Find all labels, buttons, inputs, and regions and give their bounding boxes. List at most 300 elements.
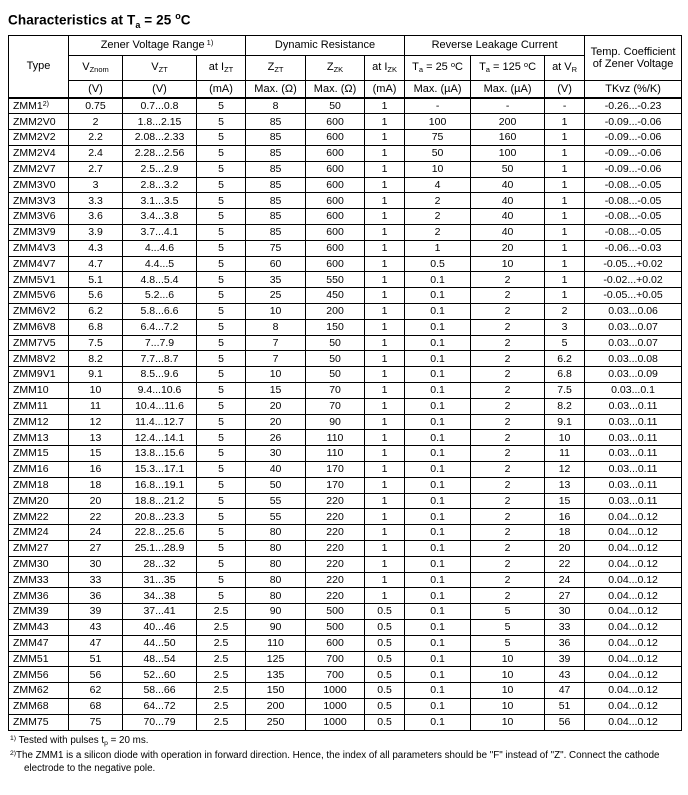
table-body [9,98,682,730]
type-cell: ZMM22 [9,509,69,525]
unit-cell: Max. (Ω) [246,81,306,98]
unit-cell: (V) [545,81,585,98]
table-row [9,667,682,683]
value-cell: 0.04...0.12 [585,556,682,572]
value-cell: 0.03...0.1 [585,383,682,399]
value-cell: 3 [545,319,585,335]
value-cell: 5 [197,446,246,462]
value-cell: 10 [471,256,545,272]
value-cell: 6.2 [69,304,123,320]
value-cell: 5 [197,367,246,383]
value-cell: 0.1 [405,414,471,430]
value-cell: 75 [405,130,471,146]
table-row [9,256,682,272]
value-cell: 10 [471,683,545,699]
col-group-zener-voltage-range [69,36,246,56]
value-cell: 0.1 [405,430,471,446]
table-row [9,414,682,430]
value-cell: 1 [545,272,585,288]
value-cell: 2.5 [197,604,246,620]
value-cell: 150 [246,683,306,699]
value-cell: 0.5 [365,714,405,730]
table-row [9,714,682,730]
type-cell: ZMM3V0 [9,177,69,193]
table-row [9,430,682,446]
value-cell: 200 [471,114,545,130]
value-cell: 64...72 [123,698,197,714]
value-cell: 25.1...28.9 [123,541,197,557]
value-cell: 0.03...0.11 [585,414,682,430]
value-cell: 5 [471,635,545,651]
value-cell: 0.04...0.12 [585,604,682,620]
value-cell: 4 [405,177,471,193]
table-row [9,446,682,462]
symbol-sub: ZT [224,65,234,75]
table-row [9,193,682,209]
value-cell: 50 [405,146,471,162]
table-row [9,541,682,557]
value-cell: 5.6 [69,288,123,304]
symbol-sub: Znom [89,65,109,75]
type-cell: ZMM27 [9,541,69,557]
value-cell: 1 [365,541,405,557]
value-cell: 11.4...12.7 [123,414,197,430]
table-row [9,651,682,667]
value-cell: 0.04...0.12 [585,541,682,557]
value-cell: 0.04...0.12 [585,525,682,541]
value-cell: 33 [69,572,123,588]
type-cell: ZMM39 [9,604,69,620]
value-cell: 1000 [306,683,365,699]
value-cell: 3.9 [69,225,123,241]
value-cell: 5.2...6 [123,288,197,304]
value-cell: 110 [306,446,365,462]
type-cell: ZMM62 [9,683,69,699]
value-cell: 1 [365,509,405,525]
characteristics-table [8,35,682,730]
value-cell: 0.5 [365,667,405,683]
value-cell: 33 [545,619,585,635]
value-cell: 24 [69,525,123,541]
value-cell: 1 [365,430,405,446]
value-cell: 2.2 [69,130,123,146]
title-text: Characteristics at T [8,12,136,28]
value-cell: 0.1 [405,588,471,604]
footnote-ref-2: 2) [42,100,49,108]
value-cell: 3 [69,177,123,193]
title-subscript: a [135,20,141,31]
temp-coeff-line2: of Zener Voltage [592,58,674,71]
value-cell: 220 [306,588,365,604]
value-cell: 48...54 [123,651,197,667]
value-cell: 5 [197,98,246,114]
table-row [9,588,682,604]
col-header-type: Type [9,36,69,98]
footnote-1-sub: p [104,739,108,747]
header-sub-row [9,56,682,81]
value-cell: 1000 [306,714,365,730]
value-cell: 31...35 [123,572,197,588]
value-cell: 20 [246,414,306,430]
unit-cell: (mA) [197,81,246,98]
table-row [9,604,682,620]
value-cell: 110 [246,635,306,651]
value-cell: 0.1 [405,635,471,651]
symbol-sub: ZK [387,65,397,75]
type-cell: ZMM12 [9,414,69,430]
value-cell: 0.5 [365,619,405,635]
value-cell: 0.1 [405,398,471,414]
symbol-sub: ZK [333,65,344,75]
group-label: Zener Voltage Range [100,39,205,52]
value-cell: 44...50 [123,635,197,651]
value-cell: 0.04...0.12 [585,714,682,730]
value-cell: -0.05...+0.05 [585,288,682,304]
value-cell: 90 [306,414,365,430]
title-degree: o [175,11,181,21]
value-cell: 8.2 [545,398,585,414]
value-cell: 30 [545,604,585,620]
table-row [9,556,682,572]
value-cell: 1 [545,114,585,130]
value-cell: 20 [471,240,545,256]
value-cell: 600 [306,114,365,130]
value-cell: 7 [246,335,306,351]
value-cell: 1 [365,193,405,209]
table-row [9,272,682,288]
value-cell: 20 [246,398,306,414]
value-cell: 16 [69,462,123,478]
table-row [9,462,682,478]
value-cell: 20 [545,541,585,557]
symbol: Z [267,61,275,74]
value-cell: 85 [246,161,306,177]
value-cell: 7.5 [69,335,123,351]
value-cell: 5 [197,493,246,509]
value-cell: 58...66 [123,683,197,699]
value-cell: 40 [471,209,545,225]
type-cell: ZMM2V7 [9,161,69,177]
value-cell: 40 [471,193,545,209]
value-cell: 2 [405,193,471,209]
value-cell: 1 [545,225,585,241]
value-cell: 1 [365,161,405,177]
value-cell: 1 [365,572,405,588]
value-cell: 1 [365,493,405,509]
value-cell: 2.5 [197,651,246,667]
value-cell: 1 [365,98,405,114]
value-cell: 500 [306,619,365,635]
value-cell: 3.3 [69,193,123,209]
value-cell: 10.4...11.6 [123,398,197,414]
type-cell: ZMM75 [9,714,69,730]
col-header-zzt [246,56,306,81]
type-cell: ZMM36 [9,588,69,604]
value-cell: 0.1 [405,604,471,620]
value-cell: 100 [405,114,471,130]
value-cell: -0.08...-0.05 [585,209,682,225]
type-cell: ZMM9V1 [9,367,69,383]
value-cell: 450 [306,288,365,304]
table-row [9,209,682,225]
table-row [9,572,682,588]
symbol-sub: a [485,65,490,75]
table-row [9,225,682,241]
value-cell: 5 [197,114,246,130]
value-cell: 2.5 [197,667,246,683]
symbol-unit: C [455,61,463,74]
value-cell: 2.5 [197,683,246,699]
value-cell: 51 [69,651,123,667]
value-cell: 1 [365,288,405,304]
value-cell: 2 [69,114,123,130]
col-group-temp-coefficient [585,36,682,81]
value-cell: 30 [69,556,123,572]
value-cell: 13.8...15.6 [123,446,197,462]
value-cell: 0.1 [405,525,471,541]
symbol-sub: ZT [274,65,284,75]
type-cell: ZMM3V3 [9,193,69,209]
type-cell: ZMM2V2 [9,130,69,146]
value-cell: 0.5 [365,635,405,651]
value-cell: 2 [471,398,545,414]
unit-cell: (mA) [365,81,405,98]
title-mid: = 25 [140,12,176,28]
value-cell: 30 [246,446,306,462]
value-cell: 70 [306,383,365,399]
value-cell: 5 [197,193,246,209]
value-cell: 85 [246,146,306,162]
value-cell: 1 [365,304,405,320]
value-cell: 4.3 [69,240,123,256]
table-row [9,98,682,114]
value-cell: 220 [306,572,365,588]
value-cell: 5 [545,335,585,351]
value-cell: -0.06...-0.03 [585,240,682,256]
value-cell: 70...79 [123,714,197,730]
type-cell: ZMM8V2 [9,351,69,367]
type-cell: ZMM16 [9,462,69,478]
symbol-mid: = 25 [423,61,451,74]
value-cell: 8.5...9.6 [123,367,197,383]
type-cell: ZMM5V6 [9,288,69,304]
value-cell: 0.1 [405,351,471,367]
unit-cell: (V) [123,81,197,98]
type-cell: ZMM18 [9,477,69,493]
value-cell: 5 [197,462,246,478]
value-cell: 2.5 [197,619,246,635]
value-cell: 2 [471,335,545,351]
value-cell: -0.09...-0.06 [585,161,682,177]
value-cell: 39 [69,604,123,620]
value-cell: 5 [197,161,246,177]
value-cell: 1 [545,161,585,177]
value-cell: 2.28...2.56 [123,146,197,162]
symbol: at V [552,61,572,74]
value-cell: 0.03...0.11 [585,430,682,446]
value-cell: 85 [246,114,306,130]
value-cell: 20 [69,493,123,509]
table-row [9,525,682,541]
value-cell: 1 [545,288,585,304]
value-cell: 0.04...0.12 [585,698,682,714]
value-cell: 0.03...0.06 [585,304,682,320]
value-cell: 1 [365,130,405,146]
value-cell: 70 [306,398,365,414]
table-row [9,493,682,509]
type-cell: ZMM43 [9,619,69,635]
value-cell: 500 [306,604,365,620]
value-cell: 1 [365,525,405,541]
unit-cell: Max. (µA) [405,81,471,98]
col-header-vzt [123,56,197,81]
value-cell: 1 [365,367,405,383]
value-cell: 5 [197,477,246,493]
value-cell: 0.1 [405,667,471,683]
value-cell: 220 [306,493,365,509]
value-cell: 2 [471,319,545,335]
value-cell: 50 [246,477,306,493]
value-cell: 0.04...0.12 [585,651,682,667]
value-cell: 1 [545,240,585,256]
temp-coeff-line1: Temp. Coefficient [590,45,676,58]
type-cell: ZMM56 [9,667,69,683]
value-cell: -0.08...-0.05 [585,193,682,209]
table-row [9,114,682,130]
header-unit-row [9,81,682,98]
value-cell: 2.4 [69,146,123,162]
value-cell: 1 [365,383,405,399]
value-cell: 80 [246,572,306,588]
value-cell: 5 [197,351,246,367]
value-cell: 0.5 [365,683,405,699]
value-cell: 40...46 [123,619,197,635]
value-cell: 5 [197,177,246,193]
type-cell: ZMM5V1 [9,272,69,288]
value-cell: 5 [471,604,545,620]
value-cell: 4.8...5.4 [123,272,197,288]
value-cell: 2 [471,541,545,557]
value-cell: 5 [197,383,246,399]
value-cell: 4.7 [69,256,123,272]
value-cell: 8.2 [69,351,123,367]
col-header-ta-25 [405,56,471,81]
value-cell: 600 [306,130,365,146]
type-cell: ZMM68 [9,698,69,714]
value-cell: 10 [471,714,545,730]
value-cell: 220 [306,509,365,525]
value-cell: 9.4...10.6 [123,383,197,399]
value-cell: 6.2 [545,351,585,367]
value-cell: 0.03...0.11 [585,477,682,493]
value-cell: 62 [69,683,123,699]
value-cell: 1 [545,256,585,272]
value-cell: 2 [471,477,545,493]
value-cell: 600 [306,256,365,272]
unit-cell: Max. (µA) [471,81,545,98]
table-row [9,383,682,399]
value-cell: 47 [69,635,123,651]
value-cell: 50 [306,351,365,367]
value-cell: 1 [365,556,405,572]
col-header-at-vr [545,56,585,81]
value-cell: 600 [306,240,365,256]
value-cell: 1 [365,588,405,604]
type-cell: ZMM2V0 [9,114,69,130]
value-cell: 10 [405,161,471,177]
value-cell: 22 [69,509,123,525]
value-cell: 10 [545,430,585,446]
value-cell: 80 [246,588,306,604]
value-cell: 1 [365,146,405,162]
value-cell: 0.1 [405,683,471,699]
value-cell: 0.5 [365,698,405,714]
value-cell: 5 [471,619,545,635]
value-cell: 2 [471,588,545,604]
value-cell: 75 [246,240,306,256]
value-cell: 90 [246,619,306,635]
value-cell: 600 [306,209,365,225]
value-cell: 5 [197,572,246,588]
value-cell: 0.1 [405,335,471,351]
value-cell: 2 [471,509,545,525]
type-cell: ZMM51 [9,651,69,667]
value-cell: 85 [246,209,306,225]
table-row [9,698,682,714]
value-cell: 0.5 [365,604,405,620]
value-cell: 1 [365,351,405,367]
table-row [9,683,682,699]
value-cell: -0.26...-0.23 [585,98,682,114]
value-cell: 5 [197,414,246,430]
value-cell: 10 [69,383,123,399]
value-cell: 18 [69,477,123,493]
value-cell: 5 [197,509,246,525]
value-cell: 2.08...2.33 [123,130,197,146]
value-cell: 50 [306,367,365,383]
value-cell: 36 [69,588,123,604]
value-cell: 0.1 [405,288,471,304]
value-cell: 56 [545,714,585,730]
value-cell: - [545,98,585,114]
value-cell: 2 [471,430,545,446]
value-cell: 0.1 [405,619,471,635]
value-cell: 0.04...0.12 [585,588,682,604]
value-cell: - [405,98,471,114]
value-cell: -0.09...-0.06 [585,114,682,130]
value-cell: 18.8...21.2 [123,493,197,509]
value-cell: 0.03...0.11 [585,398,682,414]
symbol: V [82,61,90,74]
value-cell: 125 [246,651,306,667]
value-cell: 0.1 [405,509,471,525]
unit-cell: (V) [69,81,123,98]
value-cell: 6.4...7.2 [123,319,197,335]
footnote-2-marker: 2) [10,749,17,757]
value-cell: 5 [197,335,246,351]
value-cell: 90 [246,604,306,620]
type-cell: ZMM7V5 [9,335,69,351]
value-cell: 0.1 [405,556,471,572]
value-cell: 15.3...17.1 [123,462,197,478]
value-cell: 12 [545,462,585,478]
value-cell: 1 [365,477,405,493]
value-cell: - [471,98,545,114]
value-cell: 37...41 [123,604,197,620]
footnote-1-marker: 1) [10,734,17,742]
value-cell: 11 [545,446,585,462]
type-cell: ZMM13 [9,430,69,446]
